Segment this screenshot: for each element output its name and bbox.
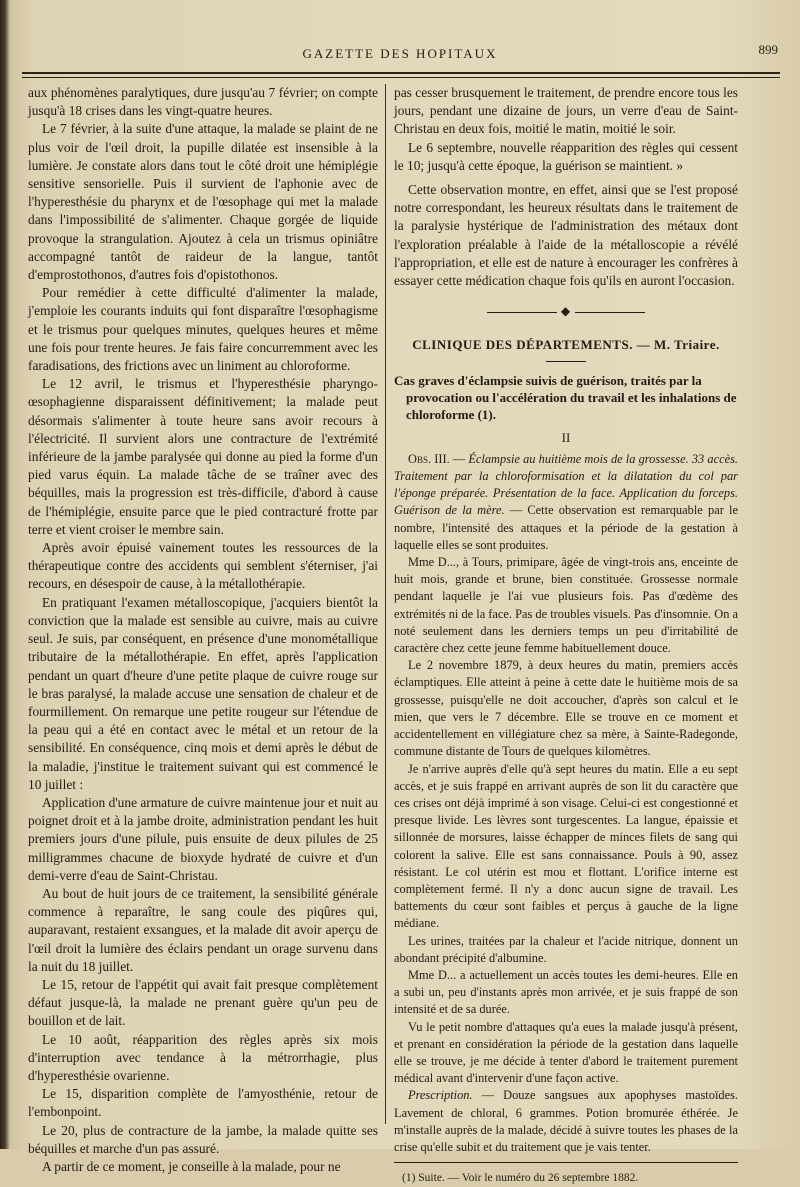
paragraph: Les urines, traitées par la chaleur et l'acide nitrique, donnent un abondant précipité d'albumine. bbox=[394, 933, 738, 965]
column-divider bbox=[385, 84, 386, 1124]
running-title: GAZETTE DES HOPITAUX bbox=[302, 46, 498, 61]
page-number: 899 bbox=[758, 42, 778, 57]
paragraph: Mme D... a actuellement un accès toutes les demi-heures. Elle en a subi un, peu d'instants après mon arrivée, et je suis frappé de son intensité et de sa durée. bbox=[394, 967, 738, 1017]
paragraph: Cette observation montre, en effet, ainsi que se l'est proposé notre correspondant, les heureux résultats dans le traitement de la paralysie hystérique de l'administration des métaux dont l'exploration préalable à l'aide de la métalloscopie a révélé l'appropriation, et elle est de nature à encourager les confrères à essayer cette médication chaque fois qu'ils en auront l'occasion. bbox=[394, 182, 738, 289]
observation-heading bbox=[394, 451, 738, 554]
paragraph: Le 6 septembre, nouvelle réapparition des règles qui cessent le 10; jusqu'à cette époque, la guérison se maintient. » bbox=[394, 139, 738, 173]
section-title: CLINIQUE DES DÉPARTEMENTS. — M. Triaire. bbox=[412, 337, 720, 353]
paragraph: Le 15, disparition complète de l'amyosthénie, retour de l'embonpoint. bbox=[28, 1086, 378, 1120]
page-header bbox=[20, 38, 780, 68]
header-rule bbox=[22, 72, 780, 74]
footnote: (1) Suite. — Voir le numéro du 26 septembre 1882. bbox=[402, 1172, 639, 1185]
paragraph: Vu le petit nombre d'attaques qu'a eues la malade jusqu'à présent, et prenant en considération la période de la gestation dans laquelle elle se trouve, je me décide à tenter d'abord le traitement purement médical avant d'intervenir d'une façon active. bbox=[394, 1019, 738, 1086]
paragraph: pas cesser brusquement le traitement, de prendre encore tous les jours, pendant une dizaine de jours, un verre d'eau de Saint-Christau en deux fois, moitié le matin, moitié le soir. bbox=[394, 85, 738, 137]
paragraph: Pour remédier à cette difficulté d'alimenter la malade, j'emploie les courants induits qui font disparaître l'œsophagisme et le trismus pour quelques minutes, quelques heures et même une fois pour trente heures. Je fais faire concurremment avec les faradisations, des frictions avec un liniment au chloroforme. bbox=[28, 285, 378, 374]
paragraph: Le 15, retour de l'appétit qui avait fait presque complètement défaut jusque-là, la malade ne prenant guère qu'un peu de bouillon et de lait. bbox=[28, 976, 378, 1029]
paragraph: Le 12 avril, le trismus et l'hyperesthésie pharyngo-œsophagienne disparaissent définitivement; la malade peut désormais s'alimenter à toute heure sans avoir recours à l'électricité. Il survient alors une contracture de l'extrémité inférieure de la jambe paralysée qui donne au pied la forme d'un pied varus équin. La malade tâche de se traîner avec des béquilles, mais la progression est très-difficile, d'abord à cause de l'hémiplégie, ensuite parce que le pied contracturé frotte par terre et vient croiser le membre sain. bbox=[28, 376, 378, 537]
short-rule bbox=[546, 361, 586, 362]
observation-remark: — Cette observation est remarquable par le nombre, l'intensité des attaques et la période de la gestation à laquelle elles se sont produites. bbox=[394, 503, 738, 552]
paragraph: Le 7 février, à la suite d'une attaque, la malade se plaint de ne plus voir de l'œil droit, la pupille dilatée est insensible à la lumière. Je constate alors dans tout le côté droit une hémiplégie sensitive sensorielle. Puis il survient de l'aphonie avec de l'hyperesthésie du pharynx et de l'œsophage qui met la malade dans l'impossibilité de s'alimenter. Chaque gorgée de liquide provoque la strangulation. Ajoutez à cela un trismus opiniâtre accompagné tantôt de raideur de la langue, tantôt d'emprostothonos, d'autres fois d'opistothonos. bbox=[28, 121, 378, 283]
paragraph: aux phénomènes paralytiques, dure jusqu'au 7 février; on compte jusqu'à 18 crises dans les vingt-quatre heures. bbox=[28, 85, 378, 119]
left-column bbox=[28, 84, 378, 1176]
book-spine-shadow bbox=[0, 0, 10, 1149]
header-rule-thin bbox=[22, 77, 780, 78]
paragraph: Au bout de huit jours de ce traitement, la sensibilité générale commence à reparaître, le sang coule des piqûres qui, auparavant, restaient exsangues, et la malade dit avoir aperçu de l'œil droit la lumière des éclairs pendant un orage survenu dans la nuit du 18 juillet. bbox=[28, 885, 378, 974]
paragraph: Le 20, plus de contracture de la jambe, la malade quitte ses béquilles et marche d'un pas assuré. bbox=[28, 1122, 378, 1156]
observation-summary: Éclampsie au huitième mois de la grossesse. 33 accès. Traitement par la chloroformisation et la dilatation du col par l'éponge préparée. Présentation de la face. Application du forceps. Guérison de la mère. bbox=[394, 451, 738, 518]
paragraph: Le 2 novembre 1879, à deux heures du matin, premiers accès éclamptiques. Elle atteint à peine à cette date le huitième mois de sa grossesse, puisqu'elle ne doit accoucher, d'après son calcul et le mien, que vers le 7 décembre. Elle se trouve en ce moment et accidentellement en villégiature chez sa mère, à Sainte-Radegonde, commune distante de Tours de quelques kilomètres. bbox=[394, 658, 738, 759]
part-number: II bbox=[561, 429, 571, 445]
ornament-line bbox=[575, 312, 645, 313]
paragraph: Application d'une armature de cuivre maintenue jour et nuit au poignet droit et à la jambe droite, administration pendant les huit premiers jours d'une pilule, puis ensuite de deux pilules de 25 milligrammes chacune de bioxyde hydraté de cuivre et d'un demi-verre d'eau de Saint-Christau. bbox=[28, 794, 378, 883]
prescription-text: — Douze sangsues aux apophyses mastoïdes. Lavement de chloral, 6 grammes. Potion bromurée éthérée. Je m'installe auprès de la malade, décidé à suivre toutes les phases de la crise qu'elle subit et du traitement que je vais tenter. bbox=[394, 1088, 738, 1154]
paragraph: Le 10 août, réapparition des règles après six mois d'interruption avec tendance à la métrorrhagie, plus d'hyperesthésie ovarienne. bbox=[28, 1031, 378, 1083]
footnote-rule bbox=[394, 1162, 738, 1163]
paragraph: Mme D..., à Tours, primipare, âgée de vingt-trois ans, enceinte de huit mois, grande et brune, bien constituée. Grossesse normale pendant laquelle je l'ai vue plusieurs fois. Pas d'œdème des extrémités ni de la face. Pas de troubles visuels. Pas d'insomnie. On a noté seulement dans les derniers temps un peu d'irritabilité de caractère chez cette jeune femme habituellement douce. bbox=[394, 555, 738, 656]
paragraph: En pratiquant l'examen métalloscopique, j'acquiers bientôt la conviction que la malade est sensible au cuivre, mais au cuivre seul. Je suis, par conséquent, en présence d'une monométallique tributaire de la métallothérapie. En effet, après l'application pendant un quart d'heure d'une petite plaque de cuivre rouge sur le bras paralysé, la malade accuse une sensation de chaleur et de fourmillement. On remarque une petite rougeur sur l'étendue de la peau qui a été en contact avec le métal et un retour de la sensibilité. En conséquence, cinq mois et demi après le début de la maladie, j'institue le traitement suivant qui est commencé le 10 juillet : bbox=[28, 594, 378, 792]
observation-label: Obs. III. — bbox=[408, 451, 466, 466]
case-title: Cas graves d'éclampsie suivis de guérison, traités par la provocation ou l'accélération du travail et les inhalations de chloroforme (1). bbox=[394, 372, 737, 422]
prescription-paragraph bbox=[394, 1087, 738, 1156]
paragraph: Je n'arrive auprès d'elle qu'à sept heures du matin. Elle a eu sept accès, et je suis frappé en arrivant auprès de son lit du caractère que ces crises ont déjà imprimé à son visage. Celui-ci est congestionné et presque livide. Les lèvres sont turgescentes. La langue, épaissie et sillonnée de morsures, laisse échapper de minces filets de sang qui colorent la salive. Elle est sans connaissance. Pouls à 90, assez résistant. Le col utérin est mou et flottant. L'orifice interne est complètement fermé. Il n'y a donc aucun signe de travail. Les battements du cœur sont faibles et perçus à gauche de la ligne médiane. bbox=[394, 761, 738, 931]
right-column bbox=[394, 84, 738, 1187]
paragraph: Après avoir épuisé vainement toutes les ressources de la thérapeutique contre des accidents qui semblent s'éterniser, j'ai recours, en désespoir de cause, à la métallothérapie. bbox=[28, 540, 378, 592]
prescription-label: Prescription. bbox=[408, 1088, 473, 1103]
paragraph: A partir de ce moment, je conseille à la malade, pour ne bbox=[42, 1158, 341, 1174]
section-ornament bbox=[394, 302, 738, 320]
ornament-diamond-icon: ◆ bbox=[560, 304, 572, 319]
ornament-line bbox=[487, 312, 557, 313]
